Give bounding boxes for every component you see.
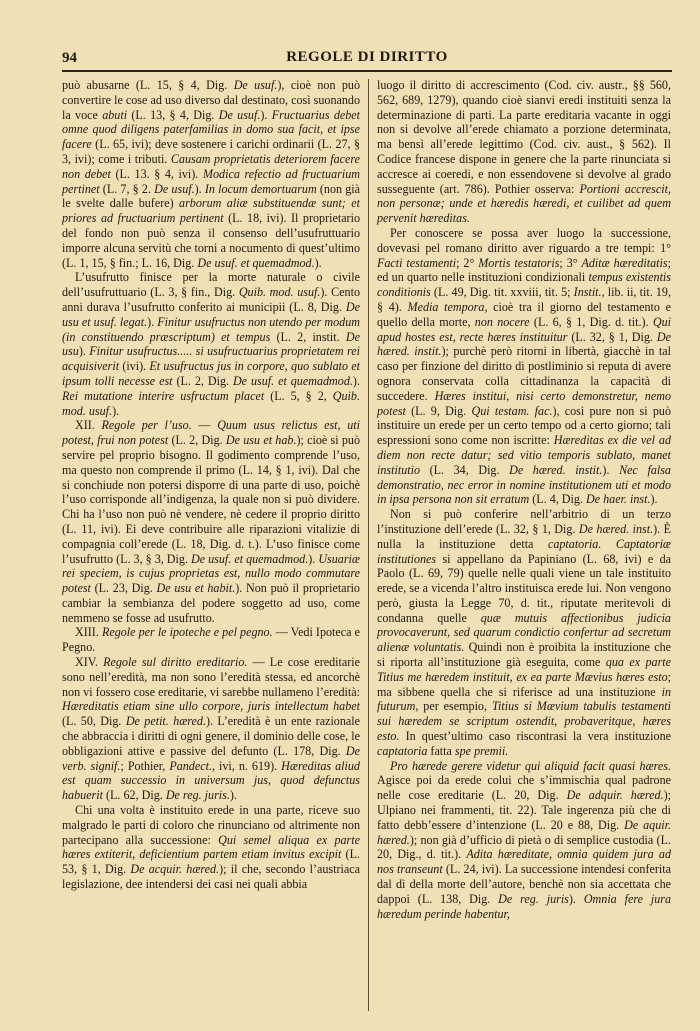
right-column [377,78,671,921]
paragraph: Pro hærede gerere videtur qui aliquid facit quasi hæres. Agisce poi da erede colui che s’immischia qual padrone nelle cose ereditarie (L. 20, Dig. De adquir. hæred.); Ulpiano nei frammenti, tit. 22). Tale ingerenza più che di fatto debb’essere d’intenzione (L. 20 e 88, Dig. De aquir. hæred.); non già d’ufficio di pietà o di semplice custodia (L. 20, Dig., d. tit.). Adita hæreditate, omnia quidem jura ad nos transeunt (L. 24, ivi). La successione intendesi conferita dal dì della morte dell’autore, benchè non sia accettata che dappoi (L. 138, Dig. De reg. juris). Omnia fere jura hæredum perinde habentur, [377,758,672,921]
paragraph: Per conoscere se possa aver luogo la successione, dovevasi pel romano diritto aver riguardo a tre tempi: 1° Facti testamenti; 2° Mortis testatoris; 3° Aditæ hæreditatis; ed un quarto nelle instituzioni condizionali tempus existentis conditionis (L. 49, Dig. tit. xxviii, tit. 5; Instit., lib. ii, tit. 19, § 4). Media tempora, cioè tra il giorno del testamento e quello della morte, non nocere (L. 6, § 1, Dig. d. tit.). Qui apud hostes est, recte hæres instituitur (L. 32, § 1, Dig. De hæred. instit.); purchè però ritorni in libertà, giacchè in tal caso per finzione del diritto di postliminio si reputa di avere ognora conservata colla cittadinanza la capacità di succedere. Hæres institui, nisi certo demonstretur, nemo potest (L. 9, Dig. Qui testam. fac.), così pure non si può instituire un erede per un certo tempo od a certo giorno; tali espressioni sono come non iscritte: Hæreditas ex die vel ad diem non recte datur; sed vitio temporis sublato, manet institutio (L. 34, Dig. De hæred. instit.). Nec falsa demonstratio, nec error in nomine institutionem uti et modo in ipsa persona non sit erratum (L. 4, Dig. De haer. inst.). [377,225,672,507]
paragraph: XIV. Regole sul diritto ereditario. — Le cose ereditarie sono nell’eredità, ma non sono l’eredità stessa, ed ancorchè non vi fossero cose ereditarie, vi sarebbe nullameno l’eredità: Hæreditatis etiam sine ullo corpore, juris intellectum habet (L. 50, Dig. De petit. hæred.). L’eredità è un ente razionale che abbraccia i diritti di ogni genere, il dominio delle cose, le obbligazioni attive e passive del defunto (L. 178, Dig. De verb. signif.; Pothier, Pandect., ivi, n. 619). Hæreditas aliud est quam successio in universum jus, quod defunctus habuerit (L. 62, Dig. De reg. juris.). [62,655,360,803]
paragraph: Non si può conferire nell’arbitrio di un terzo l’instituzione dell’erede (L. 32, § 1, Dig. De hæred. inst.). È nulla la instituzione detta captatoria. Captatoriæ institutiones si appellano da Papiniano (L. 68, ivi) e da Paolo (L. 69, 79) quelle nelle quali viene un tale instituito erede, se a vicenda l’altro instituisca erede lui. Non vengono però, giusta la Legge 70, d. tit., riputate meritevoli di condanna quelle quæ mutuis affectionibus judicia provocaverunt, sed quarum condictio confertur ad secretum alienæ voluntatis. Quindi non è proibita la instituzione che si riporta all’instituzione già eseguita, come qua ex parte Titius me hæredem instituit, ex ea parte Mævius hæres esto; ma sibbene quella che si riferisce ad una instituzione in futurum, per esempio, Titius si Mævium tabulis testamenti sui hæredem se scriptum ostendit, probaveritque, hæres esto. In quest’ultimo caso riscontrasi la vera instituzione captatoria fatta spe premii. [377,507,672,758]
page-number: 94 [62,50,77,66]
paragraph: Chi una volta è instituito erede in una parte, riceve suo malgrado le parti di coloro che rinunciano od altrimente non partecipano alla successione: Qui semel aliqua ex parte hæres extiterit, deficientium partem etiam invitus excipit (L. 53, § 1, Dig. De acquir. hæred.); il che, secondo l’austriaca legislazione, dee intendersi dei casi nei quali abbia [62,803,360,892]
paragraph: può abusarne (L. 15, § 4, Dig. De usuf.), cioè non può convertire le cose ad uso diverso dal destinato, così suonando la voce abuti (L. 13, § 4, Dig. De usuf.). Fructuarius debet omne quod diligens paterfamilias in domo sua facit, et ipse facere (L. 65, ivi); deve sostenere i carichi ordinarii (L. 27, § 3, ivi); come i tributi. Causam proprietatis deteriorem facere non debet (L. 13. § 4, ivi). Modica refectio ad fructuarium pertinet (L. 7, § 2. De usuf.). In locum demortuarum (non già le svelte dalle bufere) arborum aliæ substituendæ sunt; et priores ad fructuarium pertinent (L. 18, ivi). Il proprietario del fondo non può senza il consenso dell’usufruttuario imporre alcuna servitù che torni a nocumento di quest’ultimo (L. 1, 15, § fin.; L. 16, Dig. De usuf. et quemadmod.). [62,78,361,270]
page-header [62,48,672,72]
paragraph: XIII. Regole per le ipoteche e pel pegno. — Vedi Ipoteca e Pegno. [62,625,360,655]
paragraph: XII. Regole per l’uso. — Quum usus relictus est, uti potest, frui non potest (L. 2, Dig. De usu et hab.); cioè si può servire pel proprio bisogno. Il godimento comprende l’uso, ma questo non comprende il primo (L. 14, § 1, ivi). Dal che si conchiude non potersi disporre di una parte di uso, poichè l’uso corrisponde all’indigenza, la quale non si può dividere. Chi ha l’uso non può nè vendere, nè cedere il proprio diritto (L. 11, ivi). Ei deve contribuire alle riparazioni vitalizie di compagnia coll’erede (L. 18, Dig. d. t.). L’uso finisce come l’usufrutto (L. 3, § 3, Dig. De usuf. et quemadmod.). Usuariæ rei speciem, is cujus proprietas est, nullo modo commutare potest (L. 23, Dig. De usu et habit.). Non può il proprietario cambiar la sembianza del podere soggetto ad uso, come nemmeno se fosse ad usufrutto. [62,418,360,625]
paragraph: L’usufrutto finisce per la morte naturale o civile dell’usufruttuario (L. 3, § fin., Dig. Quib. mod. usuf.). Cento anni durava l’usufrutto conferito ai municipii (L. 8, Dig. De usu et usuf. legat.). Finitur usufructus non utendo per modum (in constituendo præscriptum) et tempus (L. 2, instit. De usu). Finitur usufructus..... si usufructuarius proprietatem rei acquisiverit (ivi). Et usufructus jus in corpore, quo sublato et ipsum tolli necesse est (L. 2, Dig. De usuf. et quemadmod.). Rei mutatione interire usfructum placet (L. 5, § 2, Quib. mod. usuf.). [62,270,360,418]
running-title: REGOLE DI DIRITTO [286,49,448,65]
paragraph: luogo il diritto di accrescimento (Cod. civ. austr., §§ 560, 562, 689, 1279), quando cioè sianvi eredi instituiti senza la determinazione di parti. La parte ereditaria vacante in oggi non si devolve all’erede chiamato a porzione determinata, ma bensì all’erede legittimo (Cod. civ. aust., § 562). Il Codice francese dispone in genere che la parte rinunciata si accresce ai coeredi, e non essendovene si devolve al grado susseguente (art. 786). Pothier osserva: Portioni accrescit, non personæ; unde et hæredis hæredi, et cuilibet ad quem pervenit hæreditas. [377,78,671,226]
column-divider [368,79,369,1011]
left-column [62,78,360,892]
header-rule [62,70,672,72]
